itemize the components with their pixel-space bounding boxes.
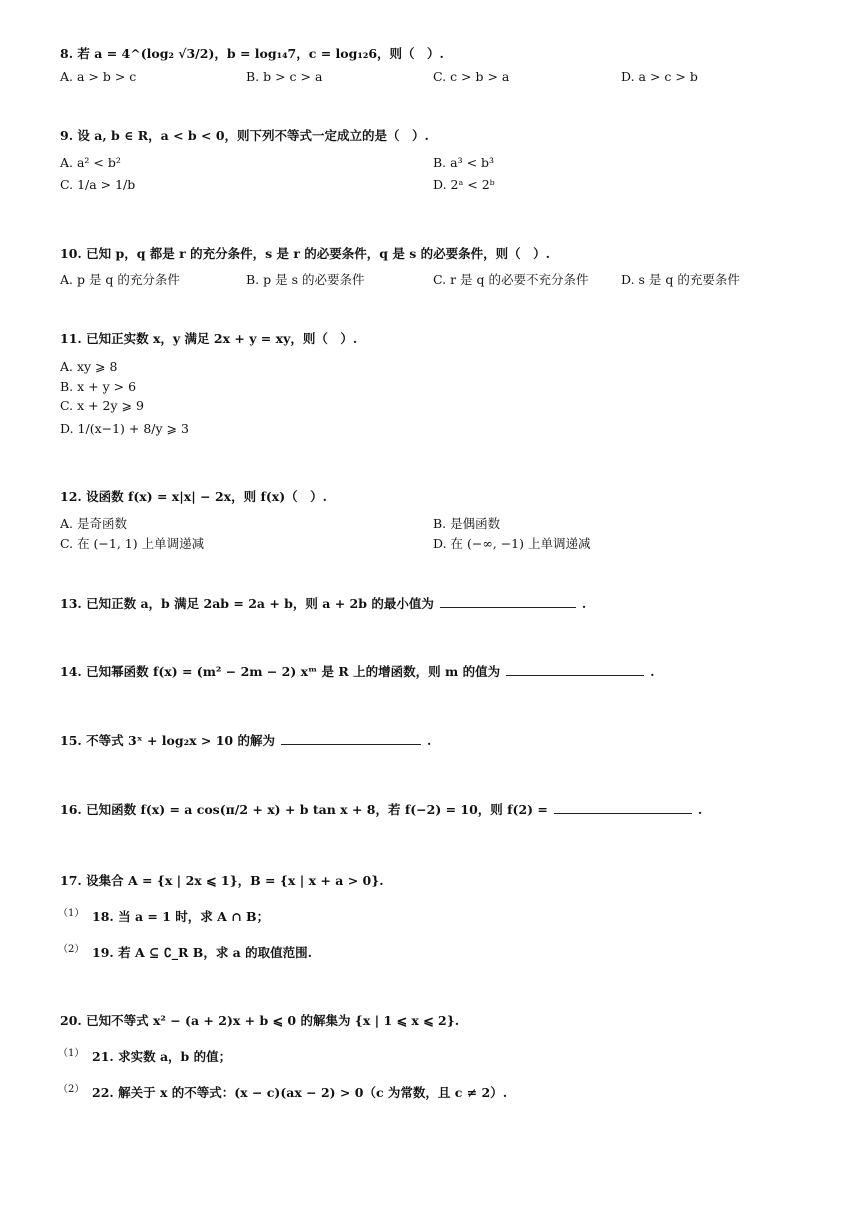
- q20-part-2-text: 22. 解关于 x 的不等式：(x − c)(ax − 2) > 0（c 为常数，且 c ≠ 2）.: [92, 1085, 508, 1100]
- q8-option-d: D. a > c > b: [621, 69, 698, 84]
- q8-option-a: A. a > b > c: [60, 69, 137, 84]
- question-14-stem: 14. 已知幂函数 f(x) = (m² − 2m − 2) xᵐ 是 R 上的增函数，则 m 的值为: [60, 664, 501, 679]
- question-12-stem: 12. 设函数 f(x) = x|x| − 2x，则 f(x)（ ）.: [60, 489, 327, 504]
- q10-option-c: C. r 是 q 的必要不充分条件: [433, 272, 589, 287]
- q11-option-b: B. x + y > 6: [60, 379, 137, 394]
- question-14-tail: .: [650, 664, 655, 679]
- q12-option-c: C. 在 (−1, 1) 上单调递减: [60, 536, 205, 551]
- question-17-stem: 17. 设集合 A = {x | 2x ⩽ 1}，B = {x | x + a > 0}.: [60, 873, 384, 888]
- answer-blank-16[interactable]: [554, 801, 692, 814]
- question-11-stem: 11. 已知正实数 x，y 满足 2x + y = xy，则（ ）.: [60, 331, 358, 346]
- q8-option-b: B. b > c > a: [246, 69, 323, 84]
- q9-option-b: B. a³ < b³: [433, 155, 495, 170]
- q17-part-2-label: （2）: [58, 944, 85, 955]
- question-20-stem: 20. 已知不等式 x² − (a + 2)x + b ⩽ 0 的解集为 {x | 1 ⩽ x ⩽ 2}.: [60, 1013, 460, 1028]
- q10-option-b: B. p 是 s 的必要条件: [246, 272, 365, 287]
- q12-option-d: D. 在 (−∞, −1) 上单调递减: [433, 536, 591, 551]
- question-16-stem: 16. 已知函数 f(x) = a cos(π/2 + x) + b tan x + 8，若 f(−2) = 10，则 f(2) =: [60, 802, 548, 817]
- question-13-stem: 13. 已知正数 a，b 满足 2ab = 2a + b，则 a + 2b 的最小值为: [60, 596, 434, 611]
- question-15: [60, 732, 431, 749]
- question-16-tail: .: [697, 802, 703, 817]
- q17-part-1-label: （1）: [58, 908, 85, 919]
- q11-option-a: A. xy ⩾ 8: [60, 359, 118, 374]
- q8-option-c: C. c > b > a: [433, 69, 510, 84]
- q12-option-a: A. 是奇函数: [60, 516, 127, 531]
- q20-part-1-text: 21. 求实数 a，b 的值；: [92, 1049, 232, 1064]
- question-8-stem: 8. 若 a = 4^(log₂ √3/2)，b = log₁₄7，c = log₁₂6，则（ ）.: [60, 46, 444, 61]
- question-9-stem: 9. 设 a, b ∈ R，a < b < 0，则下列不等式一定成立的是（ ）.: [60, 128, 429, 143]
- question-10-stem: 10. 已知 p，q 都是 r 的充分条件，s 是 r 的必要条件，q 是 s 的必要条件，则（ ）.: [60, 246, 550, 261]
- q9-option-a: A. a² < b²: [60, 155, 121, 170]
- q10-option-a: A. p 是 q 的充分条件: [60, 272, 180, 287]
- q9-option-c: C. 1/a > 1/b: [60, 177, 136, 192]
- answer-blank-15[interactable]: [281, 732, 421, 745]
- question-15-stem: 15. 不等式 3ˣ + log₂x > 10 的解为: [60, 733, 275, 748]
- question-13: [60, 595, 586, 612]
- q9-option-d: D. 2ᵃ < 2ᵇ: [433, 177, 495, 192]
- answer-blank-14[interactable]: [506, 663, 644, 676]
- q20-part-2-label: （2）: [58, 1084, 85, 1095]
- answer-blank-13[interactable]: [440, 595, 576, 608]
- q11-option-d: D. 1/(x−1) + 8/y ⩾ 3: [60, 421, 189, 436]
- question-15-tail: .: [426, 733, 432, 748]
- question-13-tail: .: [581, 596, 587, 611]
- q10-option-d: D. s 是 q 的充要条件: [621, 272, 740, 287]
- q17-part-1-text: 18. 当 a = 1 时，求 A ∩ B；: [92, 909, 270, 924]
- q20-part-1-label: （1）: [58, 1048, 85, 1059]
- q11-option-c: C. x + 2y ⩾ 9: [60, 398, 144, 413]
- question-14: [60, 663, 654, 680]
- q17-part-2-text: 19. 若 A ⊆ ∁_R B，求 a 的取值范围.: [92, 945, 312, 960]
- question-16: [60, 801, 702, 818]
- q12-option-b: B. 是偶函数: [433, 516, 501, 531]
